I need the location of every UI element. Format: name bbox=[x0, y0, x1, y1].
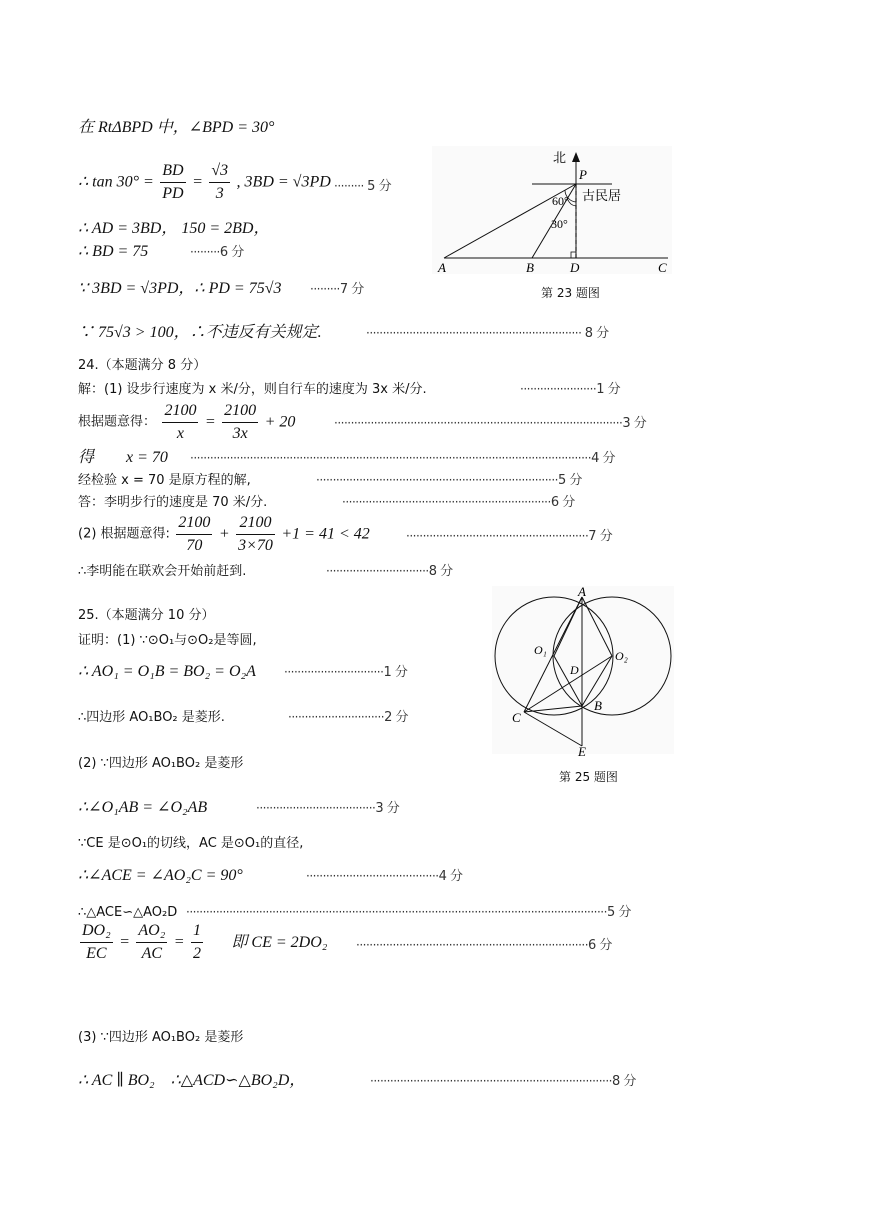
p24-line2-leader: ·······················································································3 分 bbox=[334, 416, 647, 431]
p25-line8: ∴△ACE∽△AO₂D bbox=[78, 905, 178, 920]
north-label: 北 bbox=[553, 150, 567, 165]
label-P: P bbox=[579, 167, 587, 182]
label-C: C bbox=[658, 260, 667, 275]
label-O2: O₂ bbox=[615, 649, 628, 663]
p23-line4: ∴ BD = 75 bbox=[78, 243, 149, 260]
p24-line6: (2) 根据题意得: $\frac{2100}{70}$ + $\frac{2100}{3\times 70}$ +1 = 41 < 42 bbox=[78, 512, 370, 564]
p25-line5-leader: ····································3 分 bbox=[256, 801, 400, 816]
p24-line5: 答：李明步行的速度是 70 米/分. bbox=[78, 495, 268, 510]
p25-line3: ∴四边形 AO₁BO₂ 是菱形. bbox=[78, 710, 225, 725]
p23-line4-leader: ·········6 分 bbox=[190, 245, 244, 260]
p25-line9: $\frac{\text{DO₂}}{EC}$ = $\frac{\text{AO₂}}{AC}$ = $\frac{1}{2}$ 即 CE = 2DO₂ bbox=[78, 920, 327, 972]
p25-line1: 证明：(1) ∵⊙O₁与⊙O₂是等圆, bbox=[78, 633, 257, 648]
p23-line2: ∴ tan 30° = $\frac{BD}{PD}$ = $\frac{√3}{3}$ , 3BD = √3PD bbox=[78, 160, 331, 212]
p24-line2: 根据题意得： $\frac{2100}{x}$ = $\frac{2100}{3x}$ + 20 bbox=[78, 400, 295, 452]
p24-line4-leader: ·········································································5 分 bbox=[316, 473, 582, 488]
p25-line4: (2) ∵四边形 AO₁BO₂ 是菱形 bbox=[78, 756, 244, 771]
p24-line3: 得 x = 70 bbox=[78, 449, 168, 466]
label-A: A bbox=[438, 260, 446, 275]
label-E-25: E bbox=[578, 744, 586, 758]
fraction-bd-pd: $\frac{BD}{PD}$ bbox=[162, 162, 184, 202]
fraction-2100-3x70: $\frac{2100}{3\times 70}$ bbox=[238, 514, 273, 554]
fraction-1-2: $\frac{1}{2}$ bbox=[192, 922, 201, 962]
p24-title: 24.（本题满分 8 分） bbox=[78, 358, 207, 373]
fraction-2100-3x: $\frac{2100}{3x}$ bbox=[224, 402, 257, 442]
label-B-25: B bbox=[594, 698, 602, 713]
p24-line1-leader: ·······················1 分 bbox=[520, 382, 621, 397]
label-house: 古民居 bbox=[582, 188, 622, 203]
p25-title: 25.（本题满分 10 分） bbox=[78, 608, 215, 623]
p24-line7: ∴李明能在联欢会开始前赶到. bbox=[78, 564, 247, 579]
fraction-ao2-ac: $\frac{\text{AO₂}}{AC}$ bbox=[138, 922, 166, 962]
p23-line5-leader: ·········7 分 bbox=[310, 282, 364, 297]
p23-line6-leader: ································································· 8 分 bbox=[366, 326, 609, 341]
p25-line2-leader: ······························1 分 bbox=[284, 665, 408, 680]
figure-25-caption: 第 25 题图 bbox=[559, 770, 618, 784]
p25-line11-leader: ·········································································8 分 bbox=[370, 1074, 636, 1089]
p25-line7: ∴∠ACE = ∠AO₂C = 90° bbox=[78, 867, 243, 884]
p23-line5: ∵ 3BD = √3PD，∴ PD = 75√3 bbox=[78, 280, 282, 297]
p24-line5-leader: ·······························································6 分 bbox=[342, 495, 575, 510]
p23-line6: ∵ 75√3 > 100，∴不违反有关规定. bbox=[78, 324, 322, 341]
label-A-25: A bbox=[578, 586, 586, 599]
p25-line7-leader: ········································4 分 bbox=[306, 869, 463, 884]
p24-line7-leader: ·······························8 分 bbox=[326, 564, 453, 579]
p25-line6: ∵CE 是⊙O₁的切线，AC 是⊙O₁的直径, bbox=[78, 836, 304, 851]
p25-line11: ∴ AC ∥ BO₂ ∴△ACD∽△BO₂D， bbox=[78, 1072, 306, 1089]
figure-23 bbox=[432, 146, 672, 286]
label-D: D bbox=[570, 260, 580, 275]
figure-23-caption: 第 23 题图 bbox=[541, 286, 600, 300]
p24-line4: 经检验 x = 70 是原方程的解, bbox=[78, 473, 251, 488]
p25-line9-leader: ······································································6 分 bbox=[356, 938, 612, 953]
fraction-do2-ec: $\frac{\text{DO₂}}{EC}$ bbox=[82, 922, 111, 962]
p23-line2-leader: ········· 5 分 bbox=[334, 179, 392, 194]
label-angle-30: 30° bbox=[551, 217, 568, 231]
label-O1: O₁ bbox=[534, 643, 547, 657]
p25-line8-leader: ·······························································································································5 分 bbox=[186, 905, 631, 920]
p25-line5: ∴∠O₁AB = ∠O₂AB bbox=[78, 799, 208, 816]
p24-line1: 解：(1) 设步行速度为 x 米/分，则自行车的速度为 3x 米/分. bbox=[78, 382, 427, 397]
p25-line2: ∴ AO₁ = O₁B = BO₂ = O₂A bbox=[78, 663, 256, 680]
p24-line6-leader: ·······················································7 分 bbox=[406, 529, 613, 544]
label-D-25: D bbox=[570, 663, 579, 677]
p25-line3-leader: ·····························2 分 bbox=[288, 710, 409, 725]
label-C-25: C bbox=[512, 710, 521, 725]
p23-line3: ∴ AD = 3BD， 150 = 2BD， bbox=[78, 220, 270, 237]
fraction-2100-x: $\frac{2100}{x}$ bbox=[164, 402, 197, 442]
label-B: B bbox=[526, 260, 534, 275]
label-angle-60: 60° bbox=[552, 194, 569, 208]
fraction-root3-3: $\frac{√3}{3}$ bbox=[211, 162, 229, 202]
fraction-2100-70: $\frac{2100}{70}$ bbox=[178, 514, 211, 554]
p23-line1: 在 RtΔBPD 中，∠BPD = 30° bbox=[78, 119, 275, 136]
p25-line10: (3) ∵四边形 AO₁BO₂ 是菱形 bbox=[78, 1030, 244, 1045]
p24-line3-leader: ·························································································································4 分 bbox=[190, 451, 615, 466]
figure-25 bbox=[492, 586, 674, 758]
